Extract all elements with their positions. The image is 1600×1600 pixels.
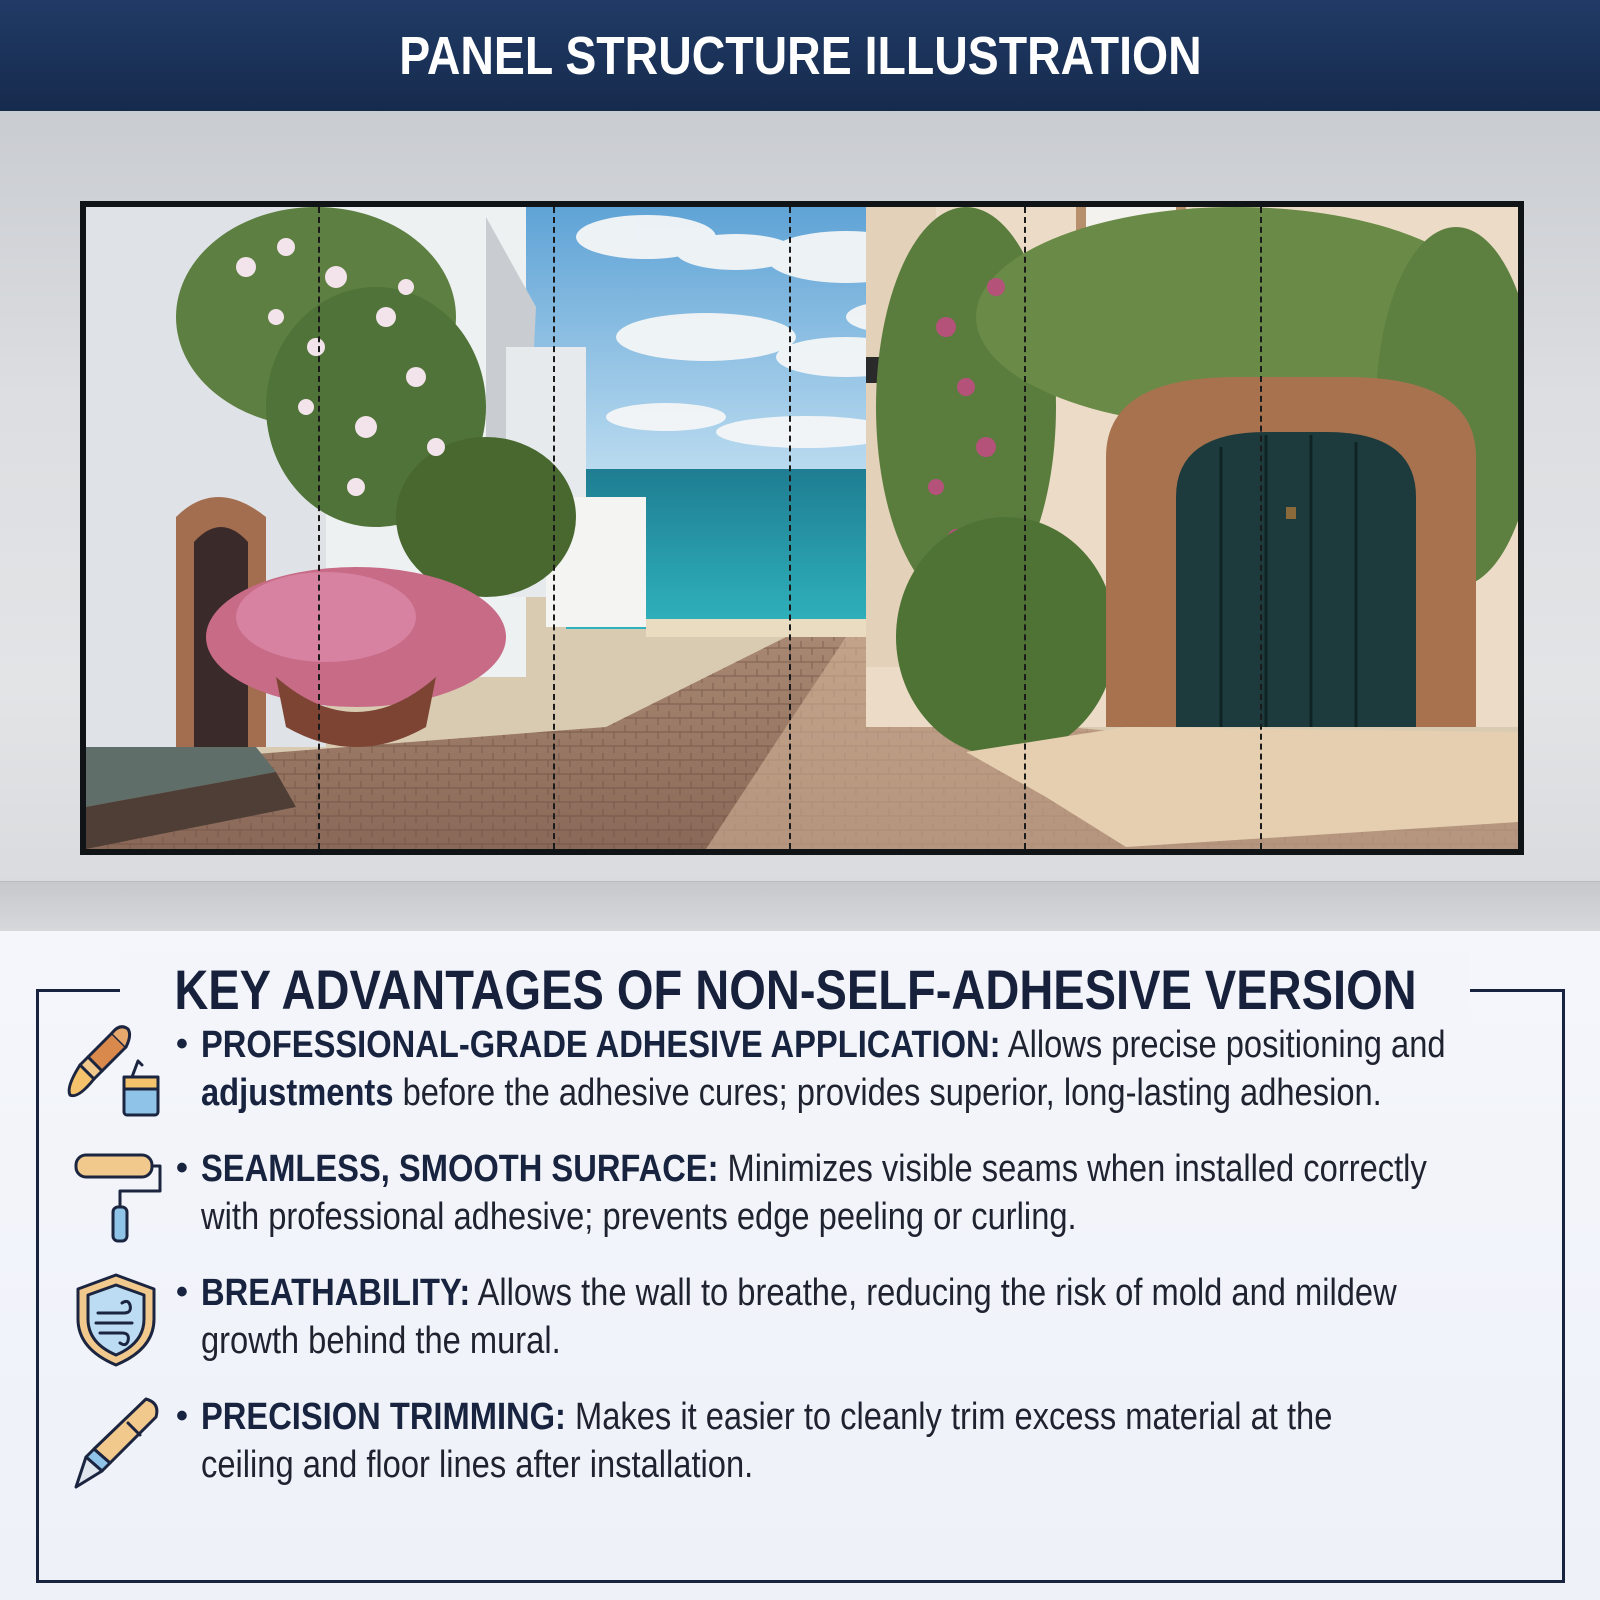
advantage-body: Allows the wall to breathe, reducing the risk of mold and mildew [470, 1272, 1397, 1314]
advantages-title: KEY ADVANTAGES OF NON-SELF-ADHESIVE VERSION [173, 957, 1417, 1021]
floor [0, 881, 1600, 931]
bullet: • [176, 1397, 188, 1435]
page-title: PANEL STRUCTURE ILLUSTRATION [398, 25, 1202, 86]
mural-illustration [80, 201, 1524, 855]
panel-seam-1 [318, 207, 320, 849]
advantage-body: growth behind the mural. [201, 1320, 561, 1362]
advantage-text [201, 1393, 1491, 1489]
panel-seam-5 [1260, 207, 1262, 849]
panel-seam-4 [1024, 207, 1026, 849]
advantage-body: with professional adhesive; prevents edge peeling or curling. [201, 1196, 1077, 1238]
advantage-text [201, 1021, 1491, 1117]
advantage-body: ceiling and floor lines after installation. [201, 1444, 754, 1486]
panel-seam-3 [789, 207, 791, 849]
bullet: • [176, 1149, 188, 1187]
advantages-section [0, 931, 1600, 1600]
utility-knife-icon [66, 1393, 166, 1493]
advantage-heading: BREATHABILITY: [201, 1272, 471, 1314]
paintbrush-bucket-icon [66, 1021, 166, 1121]
advantage-body: before the adhesive cures; provides superior, long-lasting adhesion. [393, 1072, 1382, 1114]
bullet: • [176, 1025, 188, 1063]
advantage-emphasis: adjustments [201, 1072, 394, 1114]
bullet: • [176, 1273, 188, 1311]
advantages-title-wrap [120, 953, 1470, 1025]
mural-scene-image [86, 207, 1518, 849]
advantage-text [201, 1269, 1491, 1365]
advantage-body: Allows precise positioning and [1000, 1024, 1446, 1066]
advantage-heading: PROFESSIONAL-GRADE ADHESIVE APPLICATION: [201, 1024, 1001, 1066]
advantage-heading: SEAMLESS, SMOOTH SURFACE: [201, 1148, 719, 1190]
paint-roller-icon [66, 1145, 166, 1245]
shield-air-icon [66, 1269, 166, 1369]
room-scene [0, 111, 1600, 931]
panel-seam-2 [553, 207, 555, 849]
advantage-text [201, 1145, 1491, 1241]
advantage-body: Minimizes visible seams when installed correctly [718, 1148, 1427, 1190]
advantage-heading: PRECISION TRIMMING: [201, 1396, 566, 1438]
advantage-body: Makes it easier to cleanly trim excess material at the [565, 1396, 1333, 1438]
header-banner [0, 0, 1600, 111]
